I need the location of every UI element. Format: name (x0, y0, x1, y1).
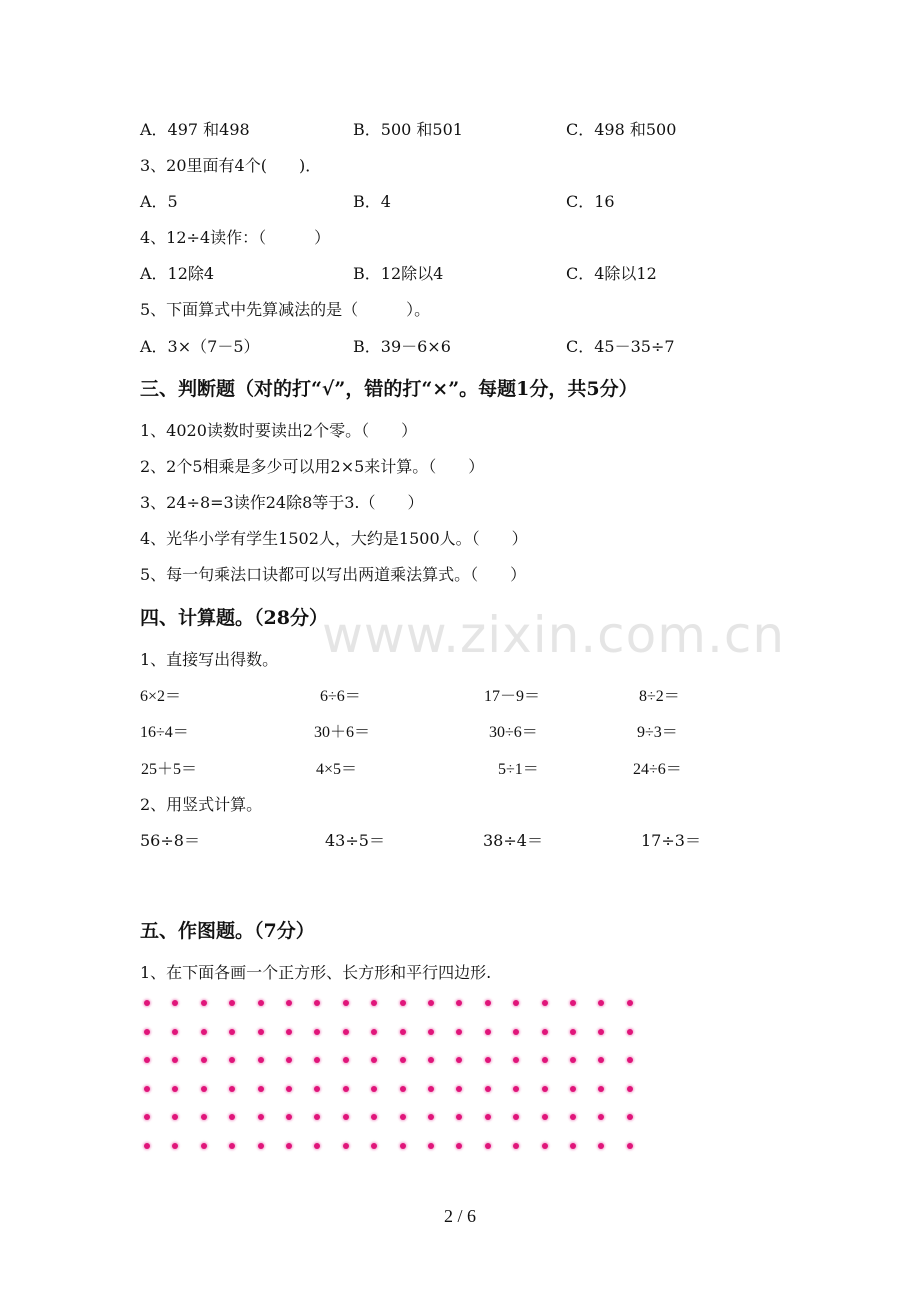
vertical-calc: 56÷8＝ (140, 831, 200, 850)
grid-dot (371, 1057, 377, 1063)
grid-dot (627, 1086, 633, 1092)
oral-calc: 8÷2＝ (639, 688, 680, 705)
grid-dot (570, 1057, 576, 1063)
grid-dot (400, 1000, 406, 1006)
grid-dot (201, 1114, 207, 1120)
grid-dot (542, 1057, 548, 1063)
watermark: www.zixin.com.cn (322, 606, 786, 664)
grid-dot (201, 1029, 207, 1035)
grid-dot (314, 1000, 320, 1006)
grid-dot (456, 1000, 462, 1006)
q5-option-a: A．3×（7－5） (140, 337, 260, 356)
grid-dot (286, 1114, 292, 1120)
grid-dot (400, 1114, 406, 1120)
grid-dot (144, 1029, 150, 1035)
q5-stem: 5、下面算式中先算减法的是（ ）。 (140, 300, 431, 319)
grid-dot (456, 1086, 462, 1092)
q4-option-b: B．12除以4 (353, 264, 444, 283)
grid-dot (314, 1029, 320, 1035)
section4-sub2: 2、用竖式计算。 (140, 795, 263, 814)
grid-dot (598, 1057, 604, 1063)
grid-dot (428, 1029, 434, 1035)
grid-dot (371, 1114, 377, 1120)
grid-dot (627, 1000, 633, 1006)
grid-dot (598, 1143, 604, 1149)
grid-dot (428, 1086, 434, 1092)
grid-dot (258, 1029, 264, 1035)
grid-dot (456, 1029, 462, 1035)
grid-dot (229, 1000, 235, 1006)
grid-dot (172, 1000, 178, 1006)
grid-dot (258, 1143, 264, 1149)
grid-dot (144, 1143, 150, 1149)
oral-calc: 9÷3＝ (637, 724, 678, 741)
oral-calc: 30＋6＝ (314, 724, 371, 741)
judge-item-5: 5、每一句乘法口诀都可以写出两道乘法算式。（ ） (140, 565, 527, 584)
grid-dot (513, 1143, 519, 1149)
section3-title: 三、判断题（对的打“√”，错的打“×”。每题1分，共5分） (140, 378, 638, 400)
oral-calc: 5÷1＝ (498, 761, 539, 778)
oral-calc: 6×2＝ (140, 688, 182, 705)
grid-dot (343, 1143, 349, 1149)
grid-dot (400, 1029, 406, 1035)
grid-dot (598, 1114, 604, 1120)
vertical-calc: 17÷3＝ (641, 831, 701, 850)
grid-dot (258, 1057, 264, 1063)
grid-dot (172, 1114, 178, 1120)
grid-dot (144, 1114, 150, 1120)
grid-dot (400, 1143, 406, 1149)
grid-dot (343, 1114, 349, 1120)
grid-dot (542, 1114, 548, 1120)
oral-calc: 6÷6＝ (320, 688, 361, 705)
grid-dot (343, 1057, 349, 1063)
grid-dot (570, 1000, 576, 1006)
grid-dot (570, 1029, 576, 1035)
grid-dot (400, 1057, 406, 1063)
grid-dot (542, 1086, 548, 1092)
oral-calc: 25＋5＝ (141, 761, 198, 778)
grid-dot (258, 1114, 264, 1120)
grid-dot (513, 1000, 519, 1006)
oral-calc: 30÷6＝ (489, 724, 538, 741)
grid-dot (598, 1086, 604, 1092)
q4-option-a: A．12除4 (140, 264, 215, 283)
grid-dot (286, 1000, 292, 1006)
q3-option-c: C．16 (566, 192, 615, 211)
grid-dot (542, 1000, 548, 1006)
judge-item-1: 1、4020读数时要读出2个零。（ ） (140, 421, 418, 440)
grid-dot (172, 1143, 178, 1149)
grid-dot (485, 1029, 491, 1035)
q5-option-b: B．39－6×6 (353, 337, 451, 356)
grid-dot (286, 1029, 292, 1035)
grid-dot (286, 1143, 292, 1149)
q2-option-a: A．497 和498 (140, 120, 250, 139)
grid-dot (371, 1143, 377, 1149)
grid-dot (343, 1086, 349, 1092)
grid-dot (314, 1086, 320, 1092)
grid-dot (229, 1086, 235, 1092)
grid-dot (513, 1029, 519, 1035)
grid-dot (627, 1114, 633, 1120)
judge-item-3: 3、24÷8=3读作24除8等于3.（ ） (140, 493, 424, 512)
grid-dot (371, 1086, 377, 1092)
grid-dot (456, 1114, 462, 1120)
grid-dot (371, 1029, 377, 1035)
grid-dot (258, 1000, 264, 1006)
q4-option-c: C．4除以12 (566, 264, 657, 283)
q2-option-b: B．500 和501 (353, 120, 463, 139)
grid-dot (172, 1029, 178, 1035)
grid-dot (513, 1086, 519, 1092)
grid-dot (627, 1057, 633, 1063)
grid-dot (314, 1057, 320, 1063)
grid-dot (428, 1057, 434, 1063)
q3-stem: 3、20里面有4个( )． (140, 156, 322, 175)
grid-dot (485, 1114, 491, 1120)
oral-calc: 4×5＝ (316, 761, 358, 778)
grid-dot (172, 1057, 178, 1063)
q3-option-b: B．4 (353, 192, 391, 211)
grid-dot (201, 1057, 207, 1063)
grid-dot (343, 1029, 349, 1035)
grid-dot (428, 1000, 434, 1006)
grid-dot (371, 1000, 377, 1006)
q2-option-c: C．498 和500 (566, 120, 677, 139)
grid-dot (144, 1000, 150, 1006)
grid-dot (513, 1114, 519, 1120)
grid-dot (172, 1086, 178, 1092)
grid-dot (485, 1000, 491, 1006)
vertical-calc: 43÷5＝ (325, 831, 385, 850)
oral-calc: 17－9＝ (484, 688, 541, 705)
grid-dot (201, 1000, 207, 1006)
grid-dot (542, 1029, 548, 1035)
judge-item-4: 4、光华小学有学生1502人，大约是1500人。（ ） (140, 529, 528, 548)
grid-dot (598, 1029, 604, 1035)
grid-dot (542, 1143, 548, 1149)
grid-dot (229, 1143, 235, 1149)
page-number: 2 / 6 (443, 1206, 476, 1226)
section4-sub1: 1、直接写出得数。 (140, 650, 279, 669)
oral-calc: 24÷6＝ (633, 761, 682, 778)
grid-dot (286, 1086, 292, 1092)
judge-item-2: 2、2个5相乘是多少可以用2×5来计算。（ ） (140, 457, 485, 476)
grid-dot (428, 1114, 434, 1120)
grid-dot (570, 1086, 576, 1092)
grid-dot (314, 1114, 320, 1120)
grid-dot (513, 1057, 519, 1063)
grid-dot (456, 1143, 462, 1149)
section5-title: 五、作图题。（7分） (140, 920, 315, 942)
grid-dot (456, 1057, 462, 1063)
vertical-calc: 38÷4＝ (483, 831, 543, 850)
grid-dot (201, 1143, 207, 1149)
grid-dot (144, 1057, 150, 1063)
grid-dot (598, 1000, 604, 1006)
grid-dot (627, 1143, 633, 1149)
grid-dot (428, 1143, 434, 1149)
grid-dot (343, 1000, 349, 1006)
grid-dot (570, 1114, 576, 1120)
grid-dot (485, 1143, 491, 1149)
grid-dot (229, 1057, 235, 1063)
grid-dot (627, 1029, 633, 1035)
q4-stem: 4、12÷4读作：（ ） (140, 228, 331, 247)
grid-dot (258, 1086, 264, 1092)
q3-option-a: A．5 (140, 192, 178, 211)
grid-dot (286, 1057, 292, 1063)
grid-dot (144, 1086, 150, 1092)
dot-grid[interactable] (138, 994, 638, 1154)
grid-dot (570, 1143, 576, 1149)
grid-dot (485, 1086, 491, 1092)
section4-title: 四、计算题。（28分） (140, 607, 328, 629)
grid-dot (485, 1057, 491, 1063)
grid-dot (229, 1029, 235, 1035)
section5-sub1: 1、在下面各画一个正方形、长方形和平行四边形. (140, 963, 492, 982)
oral-calc: 16÷4＝ (140, 724, 189, 741)
grid-dot (229, 1114, 235, 1120)
grid-dot (201, 1086, 207, 1092)
grid-dot (314, 1143, 320, 1149)
grid-dot (400, 1086, 406, 1092)
q5-option-c: C．45－35÷7 (566, 337, 675, 356)
